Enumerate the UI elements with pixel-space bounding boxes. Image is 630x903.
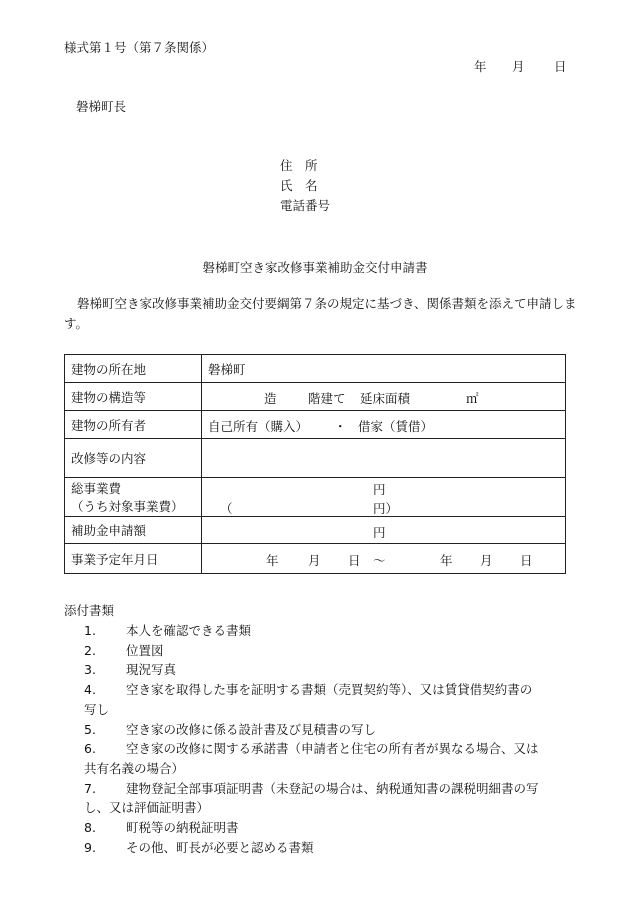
item-text: 空き家の改修に係る設計書及び見積書の写し [126,721,377,737]
structure-zou: 造 [264,391,277,406]
subsidy-unit: 円 [373,525,386,540]
item-text-cont: 写し [84,701,110,717]
document-title: 磐梯町空き家改修事業補助金交付申請書 [202,260,428,275]
body-text: 磐梯町空き家改修事業補助金交付要綱第７条の規定に基づき、関係書類を添えて申請します。 [64,296,577,331]
renovation-value [202,439,566,478]
owner-own: 自己所有（購入） [208,419,309,434]
item-number: 7. [84,780,96,796]
item-number: 4. [84,682,96,698]
applicant-block [280,156,330,216]
owner-label: 建物の所有者 [65,411,202,439]
list-item [84,641,576,661]
schedule-end-day: 日 [520,553,533,568]
target-open: （ [220,501,233,516]
schedule-start-month: 月 [308,553,321,568]
item-text: 現況写真 [126,662,177,678]
item-text: 町税等の納税証明書 [126,820,239,836]
table-row [65,411,566,439]
schedule-start-day: 日 [348,553,361,568]
owner-value [202,411,566,439]
list-item [84,818,576,838]
item-text: その他、町長が必要と認める書類 [126,839,314,855]
addressee: 磐梯町長 [76,99,127,114]
item-text-cont: 共有名義の場合） [84,760,185,776]
structure-area: 延床面積 [360,391,411,406]
table-row [65,517,566,544]
structure-label: 建物の構造等 [65,383,202,411]
cost-value [202,478,566,517]
table-row [65,383,566,411]
attachments-list [84,621,576,857]
owner-rent: 借家（賃借） [358,419,434,434]
item-text: 建物登記全部事項証明書（未登記の場合は、納税通知書の課税明細書の写 [126,780,539,796]
item-text-cont: し、又は評価証明書） [84,800,210,816]
schedule-end-year: 年 [440,553,453,568]
item-number: 3. [84,662,96,678]
list-item [84,779,576,818]
table-row [65,439,566,478]
phone-label: 電話番号 [280,198,331,213]
owner-dot: ・ [334,419,347,434]
list-item [84,621,576,641]
date-day: 日 [554,59,567,74]
list-item [84,720,576,740]
item-number: 1. [84,623,96,638]
form-number: 様式第１号（第７条関係） [64,40,215,55]
schedule-end-month: 月 [480,553,493,568]
list-item [84,838,576,858]
table-row [65,355,566,383]
target-label: （うち対象事業費） [71,499,184,514]
attachments-heading: 添付書類 [64,603,115,618]
structure-unit: ㎡ [466,391,479,406]
location-value: 磐梯町 [202,355,566,383]
table-row [65,544,566,574]
renovation-label: 改修等の内容 [65,439,202,478]
schedule-tilde: 〜 [373,553,386,568]
list-item [84,739,576,778]
item-number: 8. [84,820,96,836]
name-label: 氏 名 [280,178,318,193]
list-item [84,680,576,719]
structure-floors: 階建て [308,391,346,406]
schedule-start-year: 年 [266,553,279,568]
schedule-label: 事業予定年月日 [65,544,202,574]
item-number: 5. [84,721,96,737]
subsidy-value [202,517,566,544]
item-text: 本人を確認できる書類 [126,623,252,638]
item-text: 空き家の改修に関する承諾書（申請者と住宅の所有者が異なる場合、又は [126,741,539,757]
target-unit: 円） [373,501,399,516]
table-row [65,478,566,517]
item-text: 空き家を取得した事を証明する書類（売買契約等）、又は賃貸借契約書の [126,682,533,698]
total-unit: 円 [373,482,386,497]
structure-value [202,383,566,411]
address-label: 住 所 [280,158,318,173]
item-text: 位置図 [126,642,164,658]
cost-label [65,478,202,517]
application-table [64,354,566,574]
list-item [84,660,576,680]
total-label: 総事業費 [71,481,122,496]
item-number: 2. [84,642,96,658]
location-label: 建物の所在地 [65,355,202,383]
item-number: 9. [84,839,96,855]
date-year: 年 [474,59,487,74]
subsidy-label: 補助金申請額 [65,517,202,544]
schedule-value [202,544,566,574]
date-month: 月 [512,59,525,74]
item-number: 6. [84,741,96,757]
